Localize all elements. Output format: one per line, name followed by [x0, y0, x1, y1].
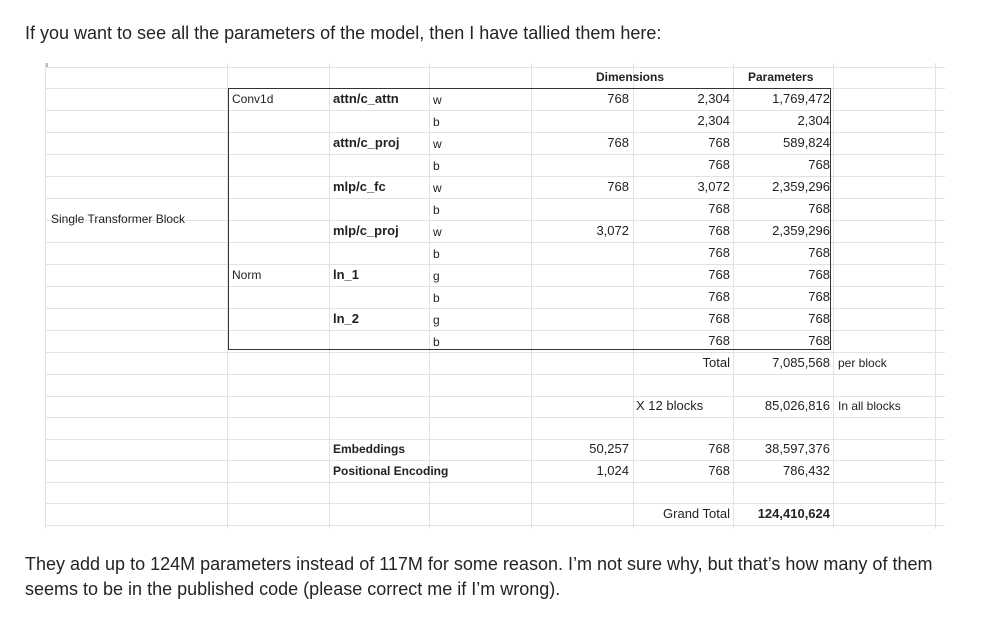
param-count: 2,304	[797, 113, 830, 128]
positional-params: 786,432	[783, 463, 830, 478]
positional-label: Positional Encoding	[333, 464, 449, 478]
param-kind: w	[433, 93, 442, 107]
dim2: 768	[708, 245, 730, 260]
param-kind: b	[433, 335, 440, 349]
header-parameters: Parameters	[748, 70, 814, 84]
dim1: 768	[607, 179, 629, 194]
dim2: 768	[708, 311, 730, 326]
blocks-note: In all blocks	[838, 399, 901, 413]
layer-name: mlp/c_fc	[333, 179, 386, 194]
param-count: 768	[808, 245, 830, 260]
param-count: 768	[808, 289, 830, 304]
dim2: 768	[708, 201, 730, 216]
param-count: 768	[808, 333, 830, 348]
layer-name: attn/c_proj	[333, 135, 400, 150]
grand-total-value: 124,410,624	[757, 506, 830, 521]
total-note: per block	[838, 356, 887, 370]
layer-name: attn/c_attn	[333, 91, 399, 106]
total-value: 7,085,568	[772, 355, 830, 370]
param-kind: b	[433, 159, 440, 173]
param-count: 768	[808, 201, 830, 216]
param-count: 2,359,296	[772, 179, 830, 194]
dim1: 768	[607, 91, 629, 106]
param-kind: w	[433, 181, 442, 195]
dim2: 768	[708, 135, 730, 150]
param-count: 2,359,296	[772, 223, 830, 238]
param-kind: b	[433, 291, 440, 305]
dim2: 2,304	[697, 91, 730, 106]
group-norm: Norm	[232, 268, 262, 282]
outro-paragraph: They add up to 124M parameters instead of 117M for some reason. I’m not sure why, but that’s how many of them seems to be in the published code (please correct me if I’m wrong).	[25, 554, 933, 599]
param-count: 589,824	[783, 135, 830, 150]
dim2: 768	[708, 223, 730, 238]
param-kind: b	[433, 247, 440, 261]
blocks-value: 85,026,816	[764, 398, 830, 413]
dim2: 768	[708, 157, 730, 172]
layer-name: ln_2	[333, 311, 360, 326]
dim1: 768	[607, 135, 629, 150]
embeddings-dim2: 768	[708, 441, 730, 456]
embeddings-params: 38,597,376	[764, 441, 830, 456]
dim2: 2,304	[697, 113, 730, 128]
param-count: 1,769,472	[772, 91, 830, 106]
layer-name: ln_1	[333, 267, 360, 282]
intro-paragraph: If you want to see all the parameters of the model, then I have tallied them here:	[25, 23, 662, 43]
embeddings-dim1: 50,257	[589, 441, 629, 456]
header-dimensions: Dimensions	[596, 70, 665, 84]
grand-total-label: Grand Total	[663, 506, 730, 521]
param-kind: g	[433, 313, 440, 327]
param-count: 768	[808, 311, 830, 326]
dim2: 768	[708, 333, 730, 348]
dim1: 3,072	[596, 223, 629, 238]
param-kind: g	[433, 269, 440, 283]
param-count: 768	[808, 157, 830, 172]
total-label: Total	[702, 355, 730, 370]
dim2: 768	[708, 289, 730, 304]
positional-dim2: 768	[708, 463, 730, 478]
dim2: 768	[708, 267, 730, 282]
dim2: 3,072	[697, 179, 730, 194]
param-count: 768	[808, 267, 830, 282]
param-kind: b	[433, 203, 440, 217]
blocks-label: X 12 blocks	[636, 398, 704, 413]
block-label: Single Transformer Block	[51, 212, 186, 226]
group-conv1d: Conv1d	[232, 92, 274, 106]
positional-dim1: 1,024	[596, 463, 629, 478]
param-kind: w	[433, 225, 442, 239]
embeddings-label: Embeddings	[333, 442, 406, 456]
layer-name: mlp/c_proj	[333, 223, 399, 238]
param-kind: b	[433, 115, 440, 129]
param-kind: w	[433, 137, 442, 151]
